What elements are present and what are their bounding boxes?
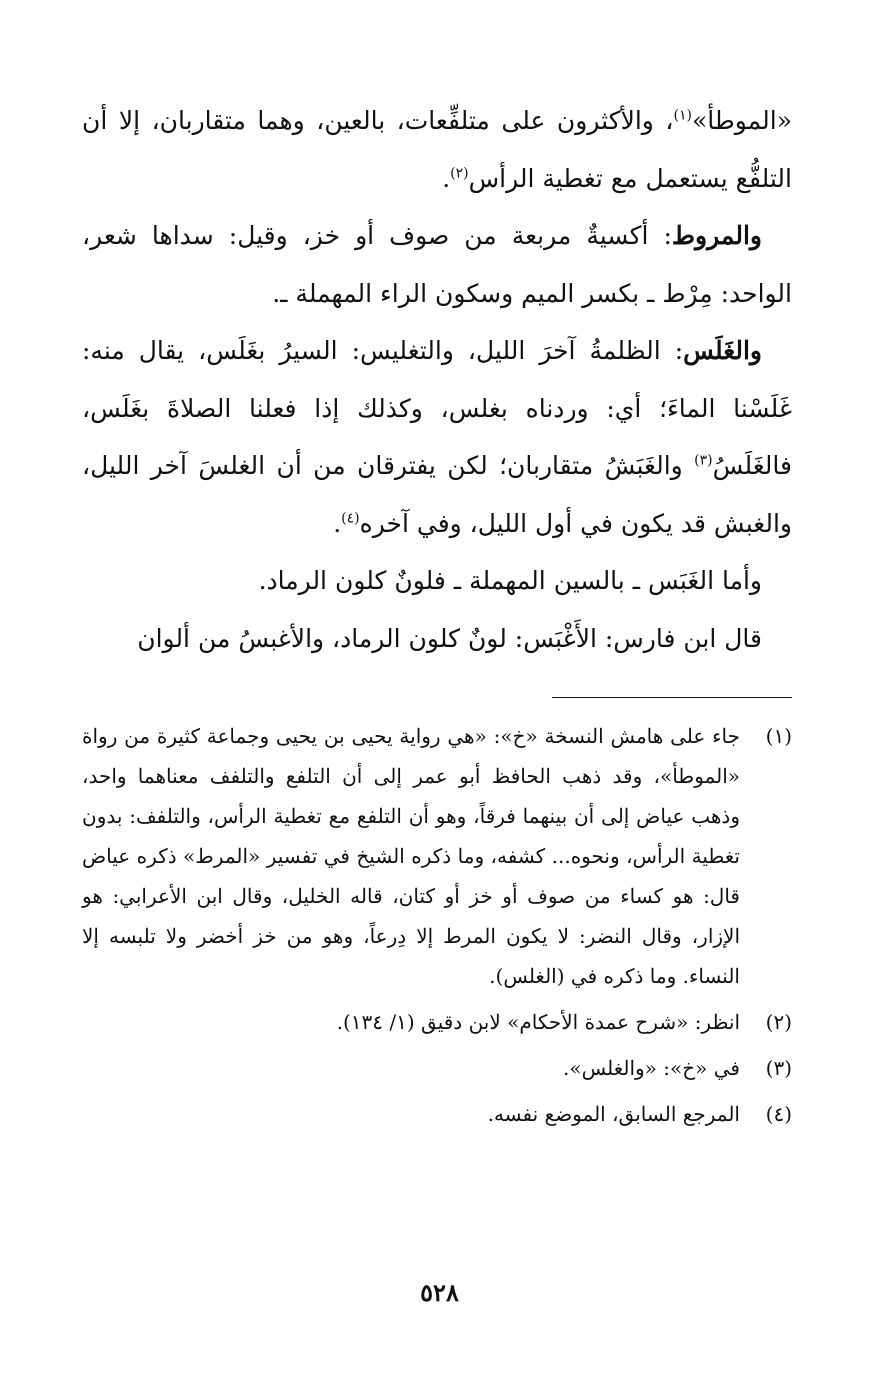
text-segment: . [333,508,342,538]
footnote-ref-1: (١) [673,107,692,124]
footnotes [82,716,792,1134]
footnote-ref-2: (٢) [450,165,469,182]
page-content [82,92,792,1140]
term-ghalas: والغَلَس [683,336,762,365]
definition-text: والغَبَشُ متقاربان؛ لكن يفترقان من أن الغلسَ آخر الليل، والغبش قد يكون في أول الليل، وفي آخره [82,451,792,538]
text-segment: ، والأكثرون على متلفِّعات، بالعين، وهما متقاربان، إلا أن التلفُّع يستعمل مع تغطية الرأس [82,106,792,193]
footnote-text: في «خ»: «والغلس». [563,1056,740,1080]
term-maroot: والمروط [671,221,762,250]
footnote-text: جاء على هامش النسخة «خ»: «هي رواية يحيى بن يحيى وجماعة كثيرة من رواة «الموطأ»، وقد ذهب الحافظ أبو عمر إلى أن التلفع والتلفف معناهما واحد، وذهب عياض إلى أن بينهما فرقاً، وهو أن التلفع مع تغطية الرأس، والتلفف: بدون تغطية الرأس، ونحوه... كشفه، وما ذكره الشيخ في تفسير «المرط» ذكره عياض قال: هو كساء من صوف أو خز أو كتان، قاله الخليل، وقال ابن الأعرابي: هو الإزار، وقال النضر: لا يكون المرط إلا دِرعاً، وهو من خز أخضر ولا تلبسه إلا النساء. وما ذكره في (الغلس). [82,724,740,988]
definition-text: : أكسيةٌ مربعة من صوف أو خز، وقيل: سداها شعر، الواحد: مِرْط ـ بكسر الميم وسكون الراء المهملة ـ. [82,221,792,308]
footnote-number: (٤) [765,1102,792,1126]
text-segment: «الموطأ» [691,106,792,135]
text-segment: . [442,163,451,193]
footnote-number: (٣) [765,1056,792,1080]
footnote-number: (٢) [765,1010,792,1034]
page-number: ٥٢٨ [420,1278,459,1307]
paragraph-5: قال ابن فارس: الأَغْبَس: لونٌ كلون الرماد، والأغبسُ من ألوان [137,623,762,653]
footnote-ref-4: (٤) [341,510,360,527]
definition-text: : الظلمةُ آخرَ الليل، والتغليس: السيرُ بغَلَس، يقال منه: غَلَسْنا الماءَ؛ أي: وردناه بغلس، وكذلك إذا فعلنا الصلاةَ بغَلَس، فالغَلَسُ [82,336,792,480]
paragraph-1 [82,92,792,207]
footnote-ref-3: (٣) [694,452,713,469]
paragraph-3 [82,322,792,552]
footnote-1 [82,716,792,996]
paragraph-4: وأما الغَبَس ـ بالسين المهملة ـ فلونٌ كلون الرماد. [258,566,762,595]
footnote-text: المرجع السابق، الموضع نفسه. [487,1102,740,1126]
footnote-2 [82,1002,792,1042]
footnote-3 [82,1048,792,1088]
footnote-4 [82,1094,792,1134]
footnote-separator [552,697,792,698]
main-text [82,92,792,667]
paragraph-2 [82,207,792,322]
footnote-text: انظر: «شرح عمدة الأحكام» لابن دقيق (١/ ١٣٤). [336,1010,740,1034]
footnote-number: (١) [765,724,792,748]
